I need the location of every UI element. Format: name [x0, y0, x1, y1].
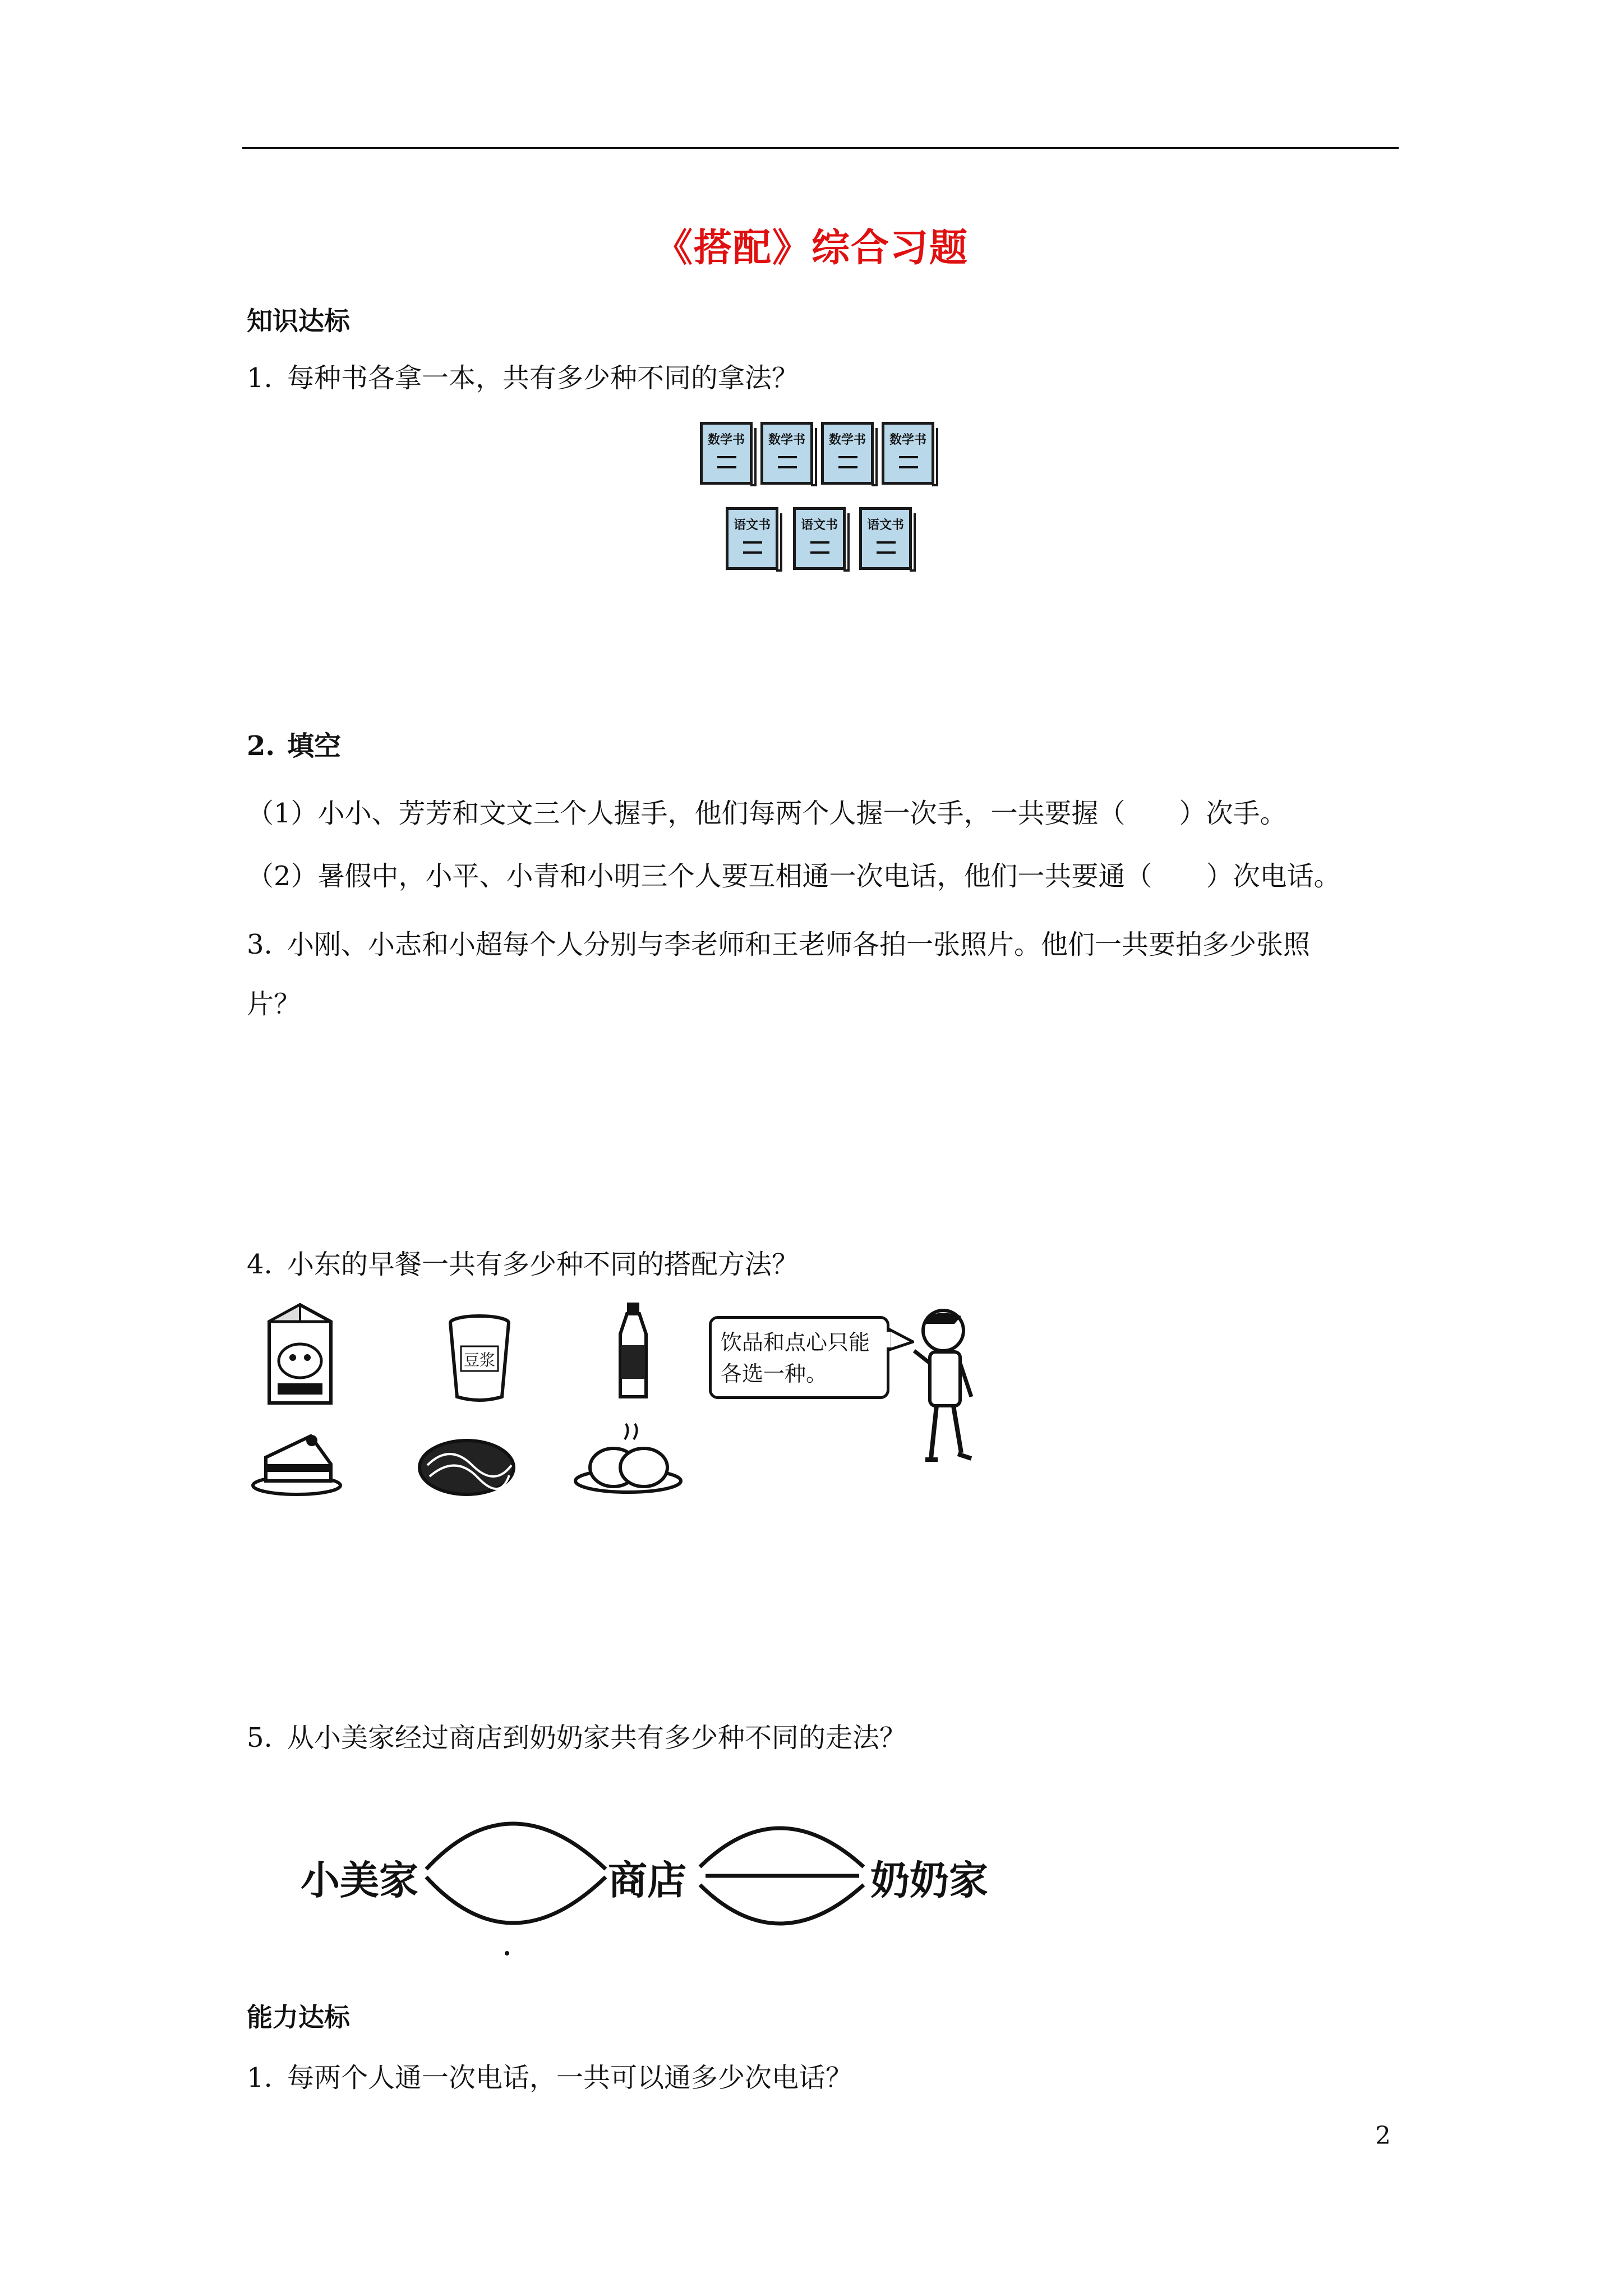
svg-text:豆浆: 豆浆	[463, 1351, 496, 1369]
cake-icon	[249, 1425, 344, 1498]
question-2-sub-1: （1）小小、芳芳和文文三个人握手，他们每两个人握一次手，一共要握（ ）次手。	[247, 798, 1287, 829]
soy-milk-cup-icon	[443, 1313, 516, 1402]
books-illustration	[700, 422, 935, 579]
boy-illustration-icon	[910, 1301, 983, 1470]
label-grandma-home: 奶奶家	[870, 1857, 988, 1903]
routes-shop-to-grandma	[689, 1806, 874, 1935]
page-number: 2	[1375, 2122, 1391, 2150]
noodles-icon	[416, 1432, 517, 1499]
question-5: 5. 从小美家经过商店到奶奶家共有多少种不同的走法？	[247, 1722, 907, 1754]
page-title: 《搭配》综合习题	[654, 226, 969, 270]
ability-question-1: 1. 每两个人通一次电话，一共可以通多少次电话？	[247, 2062, 853, 2093]
label-shop: 商店	[608, 1857, 686, 1903]
label-home: 小美家	[301, 1857, 418, 1903]
question-2-sub-2: （2）暑假中，小平、小青和小明三个人要互相通一次电话，他们一共要通（ ）次电话。	[247, 861, 1341, 892]
section-heading-knowledge: 知识达标	[247, 306, 350, 336]
bottle-icon	[614, 1300, 653, 1401]
chinese-book-icon: 语文书	[859, 507, 912, 570]
bubble-tail	[875, 1324, 914, 1358]
section-heading-ability: 能力达标	[247, 2002, 350, 2032]
math-book-icon: 数学书	[700, 422, 753, 485]
math-book-icon: 数学书	[882, 422, 934, 485]
question-1: 1. 每种书各拿一本，共有多少种不同的拿法？	[247, 362, 799, 394]
steamed-buns-icon	[572, 1423, 684, 1496]
math-book-icon: 数学书	[760, 422, 813, 485]
question-2: 2. 填空	[247, 730, 342, 762]
question-3-continued: 片？	[247, 988, 301, 1020]
header-rule	[242, 147, 1399, 149]
speech-bubble: 饮品和点心只能 各选一种。	[709, 1316, 889, 1399]
chinese-book-icon: 语文书	[726, 507, 778, 570]
routes-home-to-shop	[415, 1806, 617, 1963]
chinese-book-icon: 语文书	[793, 507, 846, 570]
milk-carton-icon	[258, 1299, 342, 1406]
question-4: 4. 小东的早餐一共有多少种不同的搭配方法？	[247, 1249, 799, 1280]
math-book-icon: 数学书	[821, 422, 874, 485]
question-3: 3. 小刚、小志和小超每个人分别与李老师和王老师各拍一张照片。他们一共要拍多少张照	[247, 929, 1311, 960]
